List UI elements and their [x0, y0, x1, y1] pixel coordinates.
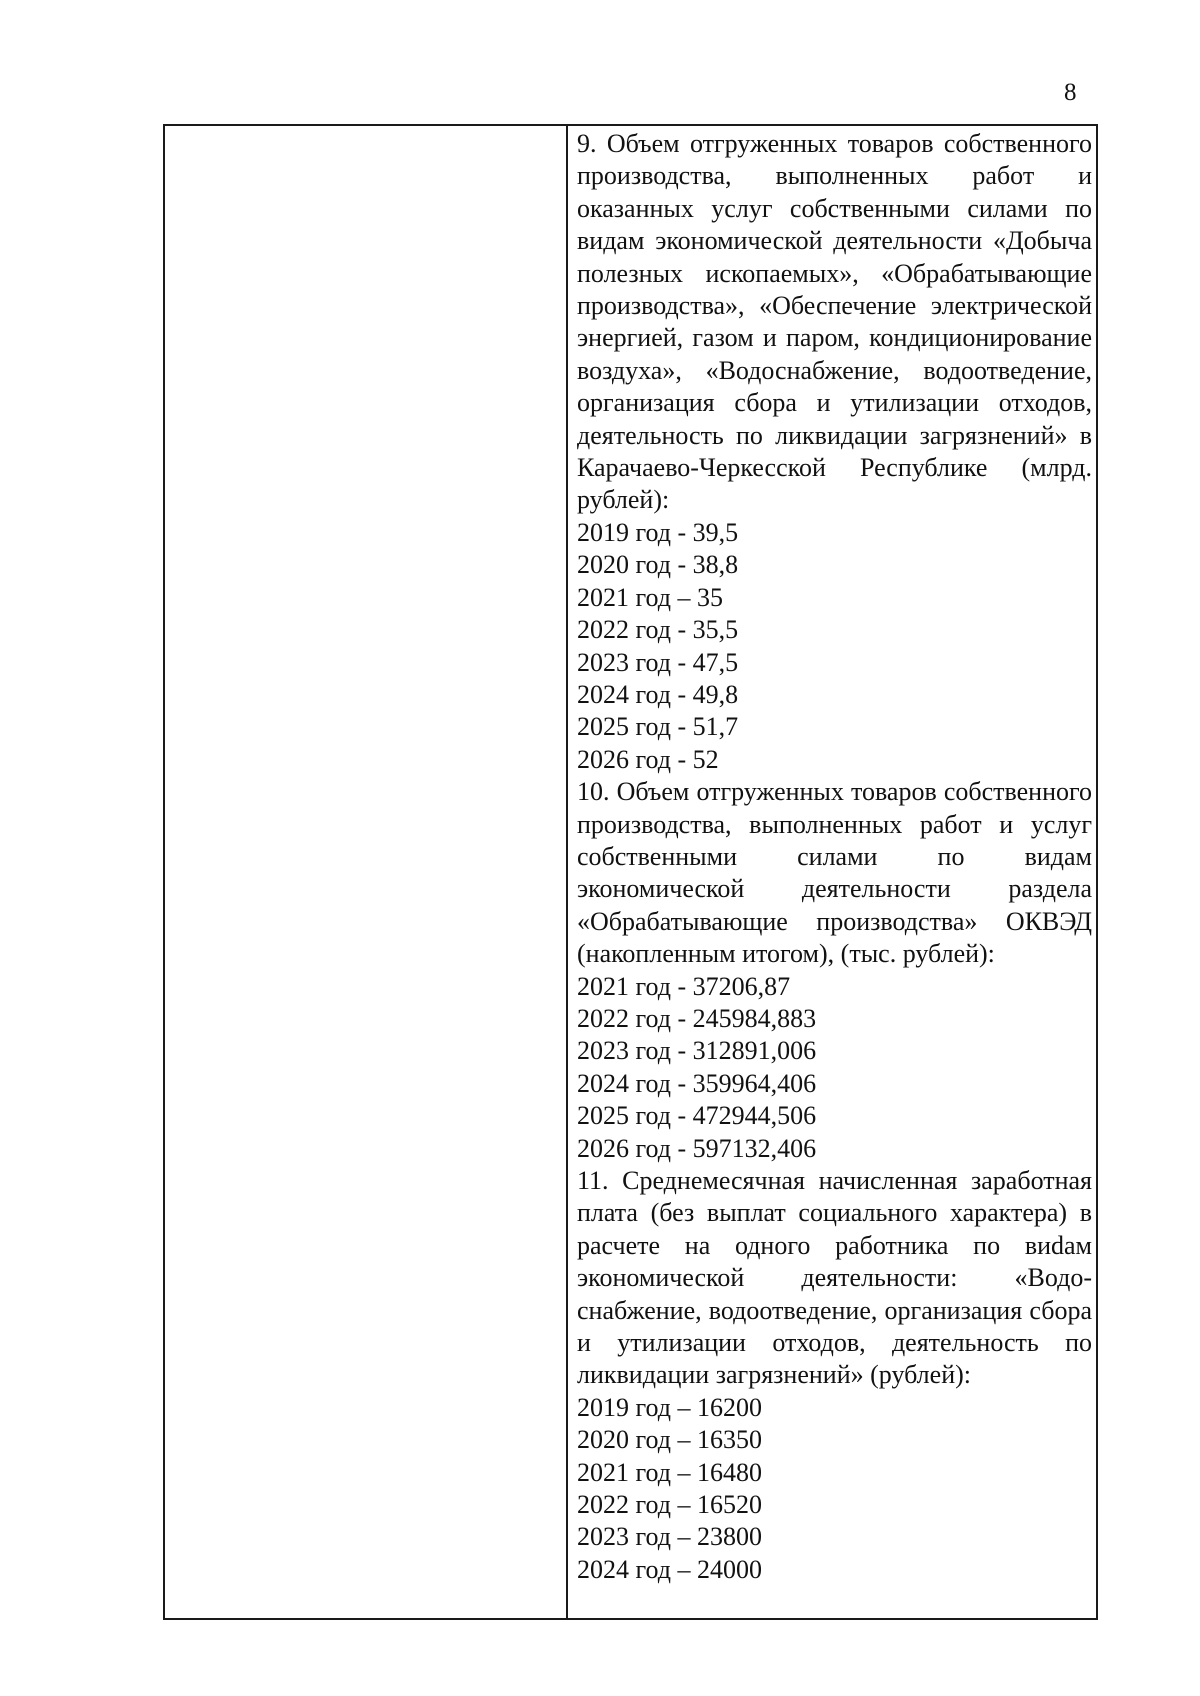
page-number: 8 [1064, 79, 1077, 106]
indicator-10-value: 2026 год - 597132,406 [577, 1133, 817, 1163]
indicator-9-value: 2021 год – 35 [577, 582, 723, 612]
indicator-9-value: 2022 год - 35,5 [577, 615, 739, 645]
indicator-9-value: 2024 год - 49,8 [577, 679, 739, 709]
table-left-cell [165, 126, 566, 1618]
indicator-11-value: 2023 год – 23800 [577, 1522, 762, 1552]
indicator-11-value: 2020 год – 16350 [577, 1425, 762, 1455]
indicator-9-value: 2019 год - 39,5 [577, 517, 739, 547]
indicator-10-value: 2024 год - 359964,406 [577, 1068, 817, 1098]
indicator-11-value: 2019 год – 16200 [577, 1392, 762, 1422]
indicator-9-value: 2020 год - 38,8 [577, 550, 739, 580]
indicator-10-value: 2023 год - 312891,006 [577, 1036, 817, 1066]
indicator-9-value: 2025 год - 51,7 [577, 712, 739, 742]
indicator-11-value: 2021 год – 16480 [577, 1457, 762, 1487]
indicators-table [163, 124, 1098, 1620]
indicator-10-value: 2025 год - 472944,506 [577, 1101, 817, 1131]
indicator-11-value: 2022 год – 16520 [577, 1490, 762, 1520]
indicator-11-text: 11. Среднемесячная начисленная заработная плата (без выплат социального характера) в расчете на одного работника по виdам экономической деятельности: «Водоснабжение, водоотведение, организация сбора и утилизации отходов, деятельность по ликвидации загрязнений» (рублей): [577, 1166, 1092, 1390]
indicator-10-value: 2022 год - 245984,883 [577, 1003, 817, 1033]
indicator-9-value: 2023 год - 47,5 [577, 647, 739, 677]
indicator-10-text: 10. Объем отгруженных товаров собственного производства, выполненных работ и услуг собственными силами по видам экономической деятельности раздела «Обрабатывающие производства» ОКВЭД (накопленным итогом), (тыс. рублей): [577, 777, 1092, 969]
table-right-cell [568, 126, 1098, 1618]
indicator-9-text: 9. Объем отгруженных товаров собственного производства, выполненных работ и оказанных услуг собственными силами по видам экономической деятельности «Добыча полезных ископаемых», «Обрабатывающие производства», «Обеспечение электрической энергией, газом и паром, кондиционирование воздуха», «Водоснабжение, водоотведение, организация сбора и утилизации отходов, деятельность по ликвидации загрязнений» в Карачаево-Черкесской Республике (млрд. рублей): [577, 129, 1092, 515]
indicator-9-value: 2026 год - 52 [577, 744, 719, 774]
indicator-11-value: 2024 год – 24000 [577, 1554, 762, 1584]
indicator-10-value: 2021 год - 37206,87 [577, 971, 791, 1001]
